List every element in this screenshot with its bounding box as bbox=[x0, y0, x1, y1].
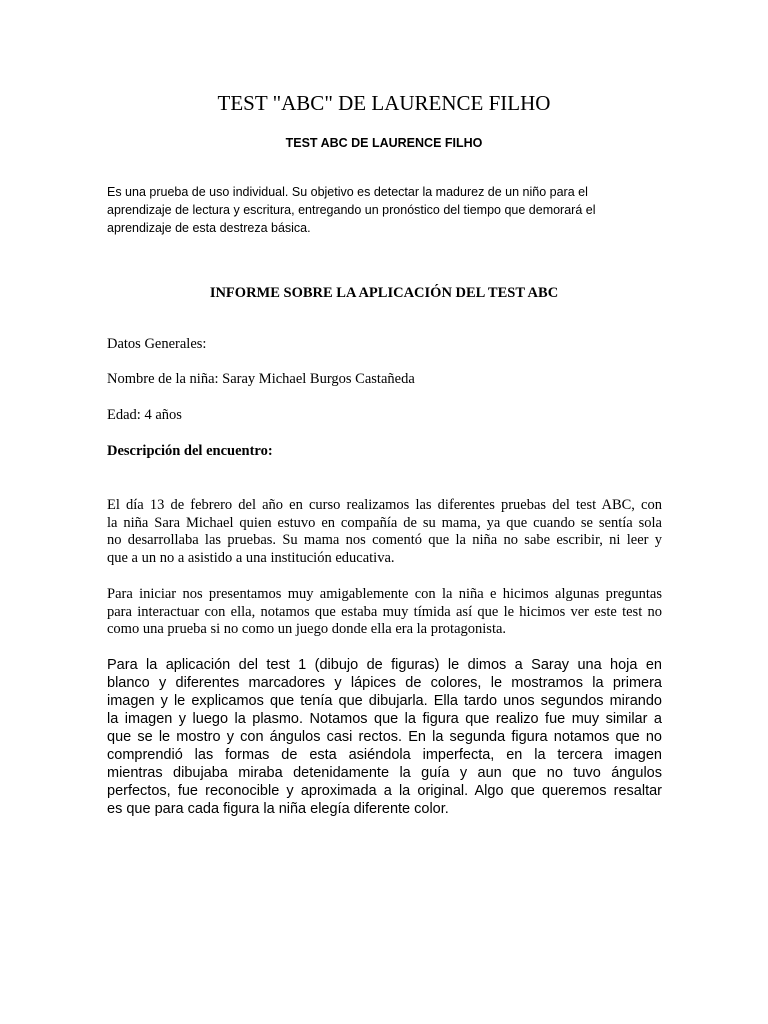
child-name-line: Nombre de la niña: Saray Michael Burgos Castañeda bbox=[107, 371, 415, 387]
paragraph-meeting bbox=[107, 497, 662, 567]
paragraph-line: que se le mostro y con ángulos casi rectos. En la segunda figura notamos que no bbox=[107, 729, 662, 745]
child-age-line: Edad: 4 años bbox=[107, 407, 182, 423]
intro-paragraph bbox=[107, 183, 662, 237]
paragraph-line: la niña Sara Michael quien estuvo en compañía de su mama, ya que cuando se sentía sola bbox=[107, 514, 662, 531]
paragraph-line: no desarrollaba las pruebas. Su mama nos comentó que la niña no sabe escribir, ni leer y bbox=[107, 532, 662, 548]
paragraph-line: Para la aplicación del test 1 (dibujo de figuras) le dimos a Saray una hoja en bbox=[107, 657, 662, 673]
intro-line: aprendizaje de esta destreza básica. bbox=[107, 221, 311, 235]
document-subtitle: TEST ABC DE LAURENCE FILHO bbox=[285, 136, 483, 150]
paragraph-line: El día 13 de febrero del año en curso realizamos las diferentes pruebas del test ABC, con bbox=[107, 497, 662, 513]
intro-line: Es una prueba de uso individual. Su objetivo es detectar la madurez de un niño para el bbox=[107, 185, 588, 199]
description-heading: Descripción del encuentro: bbox=[107, 443, 273, 459]
report-heading: INFORME SOBRE LA APLICACIÓN DEL TEST ABC bbox=[209, 285, 559, 301]
document-title: TEST "ABC" DE LAURENCE FILHO bbox=[217, 91, 551, 115]
general-data-label: Datos Generales: bbox=[107, 336, 207, 352]
paragraph-line: la imagen y luego la plasmo. Notamos que la figura que realizo fue muy similar a bbox=[107, 711, 662, 727]
paragraph-line: perfectos, fue reconocible y aproximada a la original. Algo que queremos resaltar bbox=[107, 783, 662, 799]
intro-line: aprendizaje de lectura y escritura, entregando un pronóstico del tiempo que demorará el bbox=[107, 203, 596, 217]
paragraph-line: Para iniciar nos presentamos muy amigablemente con la niña e hicimos algunas preguntas bbox=[107, 586, 662, 602]
paragraph-line: comprendió las formas de esta asiéndola imperfecta, en la tercera imagen bbox=[107, 747, 662, 763]
paragraph-line: para interactuar con ella, notamos que estaba muy tímida así que le hicimos ver este test no bbox=[107, 603, 662, 620]
paragraph-line: que a un no a asistido a una institución educativa. bbox=[107, 549, 395, 566]
paragraph-line: es que para cada figura la niña elegía diferente color. bbox=[107, 801, 449, 817]
paragraph-line: imagen y le explicamos que tenía que dibujarla. Ella tardo unos segundos mirando bbox=[107, 693, 662, 709]
paragraph-test1 bbox=[107, 656, 662, 818]
paragraph-line: blanco y diferentes marcadores y lápices de colores, le mostramos la primera bbox=[107, 675, 662, 691]
paragraph-introduction bbox=[107, 586, 662, 639]
paragraph-line: como una prueba si no como un juego donde ella era la protagonista. bbox=[107, 621, 507, 637]
paragraph-line: mientras dibujaba miraba detenidamente la guía y aun que no tuvo ángulos bbox=[107, 765, 662, 781]
